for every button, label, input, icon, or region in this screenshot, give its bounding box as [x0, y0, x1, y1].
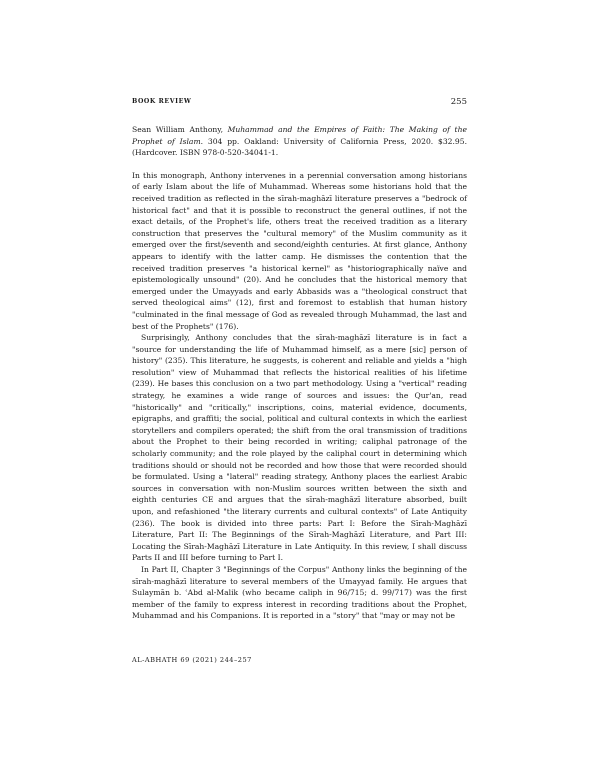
paragraph-1: In this monograph, Anthony intervenes in a perennial conversation among historians of early Islam about the life of Muhammad. Whereas some historians hold that the received tradition as reflected in the sīrah-maghāzī literature preserves a "bedrock of historical fact" and that it is possible to reconstruct the general outlines, if not the exact details, of the Prophet's life, others treat the received tradition as a literary construction that preserves the "cultural memory" of the Muslim community as it emerged over the first/seventh and second/eighth centuries. At first glance, Anthony appears to identify with the latter camp. He dismisses the contention that the received tradition preserves "a historical kernel" as "historiographically naïve and epistemologically unsound" (20). And he concludes that the historical memory that emerged under the Umayyads and early Abbasids was a "theological construct that served theological aims" (12), first and foremost to establish that human history "culminated in the final message of God as revealed through Muhammad, the last and best of the Prophets" (176). [132, 170, 467, 331]
running-title: BOOK REVIEW [132, 98, 192, 105]
page-number: 255 [450, 97, 467, 107]
paragraph-3: In Part II, Chapter 3 "Beginnings of the Corpus" Anthony links the beginning of the sīrah-maghāzī literature to several members of the Umayyad family. He argues that Sulaymān b. ʿAbd al-Malik (who became caliph in 96/715; d. 99/717) was the first member of the family to express interest in recording traditions about the Prophet, Muhammad and his Companions. It is reported in a "story" that "may or may not be [132, 564, 467, 621]
citation-title: Muhammad and the Empires of Faith: The Making of the Prophet of Islam. [132, 125, 467, 146]
citation-details: 304 pp. Oakland: University of California Press, 2020. $32.95. (Hardcover. ISBN 978-0-520-34041-1. [132, 136, 467, 158]
review-body [132, 124, 467, 622]
journal-footer: AL-ABHATH 69 (2021) 244–257 [132, 656, 252, 664]
paragraph-2: Surprisingly, Anthony concludes that the sīrah-maghāzī literature is in fact a "source for understanding the life of Muhammad himself, as a mere [sic] person of history" (235). This literature, he suggests, is coherent and reliable and yields a "high resolution" view of Muhammad that reflects the historical realities of his lifetime (239). He bases this conclusion on a two part methodology. Using a "vertical" reading strategy, he examines a wide range of sources and issues: the Qur'an, read "historically" and "critically," inscriptions, coins, material evidence, documents, epigraphs, and graffiti; the social, political and cultural contexts in which the earliest storytellers and compilers operated; the shift from the oral transmission of traditions about the Prophet to their being recorded in writing; caliphal patronage of the scholarly community; and the role played by the caliphal court in determining which traditions should or should not be recorded and how those that were recorded should be formulated. Using a "lateral" reading strategy, Anthony places the earliest Arabic sources in conversation with non-Muslim sources written between the sixth and eighth centuries CE and argues that the sīrah-maghāzī literature absorbed, built upon, and refashioned "the literary currents and cultural contexts" of Late Antiquity (236). The book is divided into three parts: Part I: Before the Sīrah-Maghāzī Literature, Part II: The Beginnings of the Sīrah-Maghāzī Literature, and Part III: Locating the Sīrah-Maghāzī Literature in Late Antiquity. In this review, I shall discuss Parts II and III before turning to Part I. [132, 333, 467, 563]
running-head [132, 98, 467, 112]
book-citation [132, 124, 467, 159]
citation-author: Sean William Anthony, [132, 125, 223, 134]
